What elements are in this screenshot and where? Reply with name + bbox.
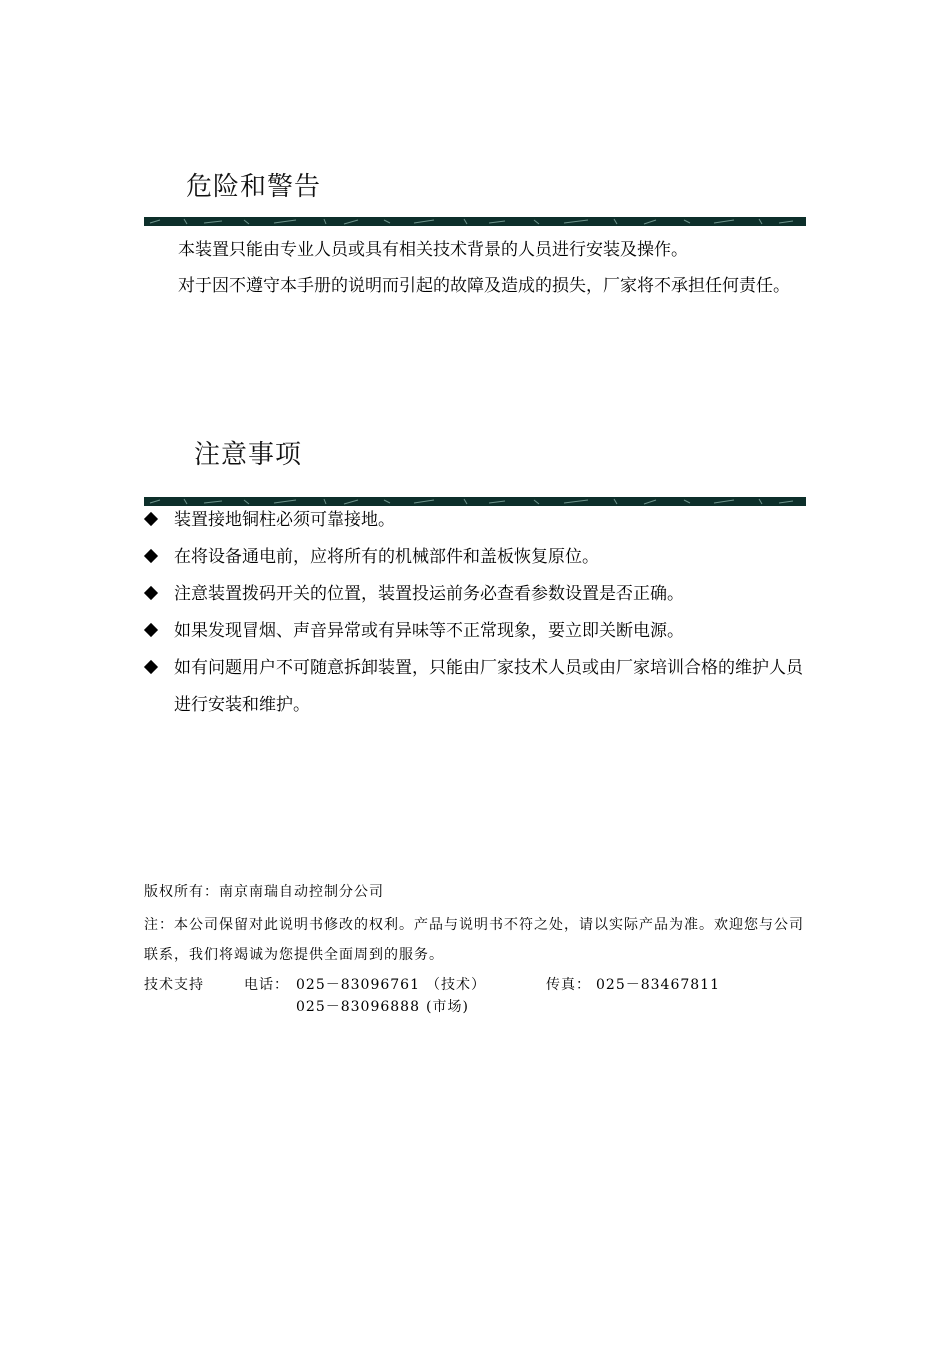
fax-label: 传真： <box>546 977 591 993</box>
list-item <box>144 650 806 724</box>
diamond-bullet-icon <box>144 586 158 600</box>
warning-paragraph-1: 本装置只能由专业人员或具有相关技术背景的人员进行安装及操作。 <box>178 240 688 260</box>
phone-technical: 025－83096761 <box>296 977 420 993</box>
diamond-bullet-icon <box>144 549 158 563</box>
fax-number: 025－83467811 <box>596 977 720 993</box>
diamond-bullet-icon <box>144 623 158 637</box>
phone-label: 电话： <box>244 977 289 993</box>
warning-paragraph-2: 对于因不遵守本手册的说明而引起的故障及造成的损失，厂家将不承担任何责任。 <box>178 276 790 296</box>
diamond-bullet-icon <box>144 660 158 674</box>
list-item-text: 注意装置拨码开关的位置，装置投运前务必查看参数设置是否正确。 <box>174 584 684 604</box>
list-item-text: 如有问题用户不可随意拆卸装置，只能由厂家技术人员或由厂家培训合格的维护人员进行安装和维护。 <box>174 658 803 715</box>
list-item <box>144 576 806 613</box>
disclaimer-note: 注：本公司保留对此说明书修改的权利。产品与说明书不符之处，请以实际产品为准。欢迎您与公司联系，我们将竭诚为您提供全面周到的服务。 <box>144 917 804 963</box>
band-pattern <box>144 217 806 226</box>
phone-market-note: (市场) <box>426 999 469 1015</box>
support-label: 技术支持 <box>144 977 204 993</box>
notice-list <box>144 502 806 724</box>
list-item-text: 装置接地铜柱必须可靠接地。 <box>174 510 395 530</box>
phone-technical-note: （技术） <box>426 977 486 993</box>
copyright-line: 版权所有：南京南瑞自动控制分公司 <box>144 884 384 900</box>
list-item <box>144 539 806 576</box>
support-block <box>144 974 806 1020</box>
footer <box>144 876 806 1020</box>
warning-title: 危险和警告 <box>186 172 322 202</box>
list-item-text: 在将设备通电前，应将所有的机械部件和盖板恢复原位。 <box>174 547 599 567</box>
warning-text <box>144 232 806 304</box>
list-item <box>144 502 806 539</box>
diamond-bullet-icon <box>144 512 158 526</box>
phone-market: 025－83096888 <box>296 999 420 1015</box>
list-item <box>144 613 806 650</box>
section-divider-band <box>144 217 806 226</box>
notice-title: 注意事项 <box>194 440 303 470</box>
list-item-text: 如果发现冒烟、声音异常或有异味等不正常现象，要立即关断电源。 <box>174 621 684 641</box>
